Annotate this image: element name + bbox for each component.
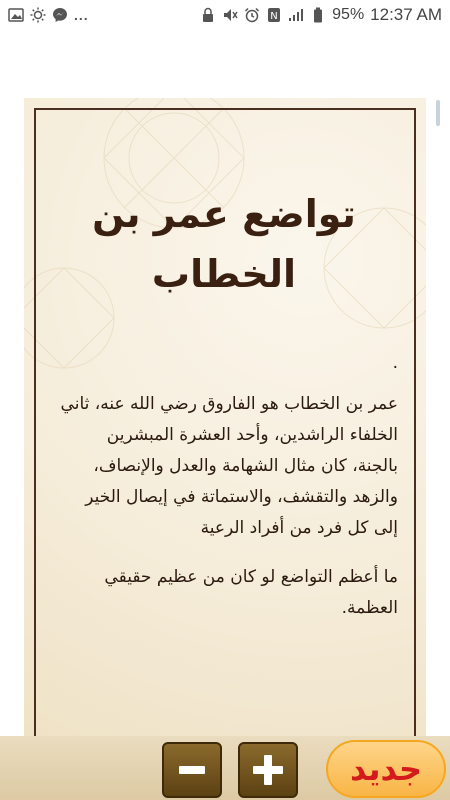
lead-dot: . bbox=[392, 353, 398, 373]
bottom-toolbar bbox=[0, 736, 450, 800]
status-bar bbox=[0, 0, 450, 30]
alarm-icon bbox=[244, 7, 260, 23]
clock: 12:37 AM bbox=[370, 5, 442, 24]
brightness-icon bbox=[30, 7, 46, 23]
article-title: تواضع عمر بن الخطاب bbox=[92, 192, 356, 296]
minus-icon bbox=[175, 753, 209, 787]
signal-icon bbox=[288, 7, 304, 23]
mute-icon bbox=[222, 7, 238, 23]
overflow-dots: ... bbox=[74, 7, 89, 23]
plus-icon bbox=[249, 751, 287, 789]
increase-font-button[interactable] bbox=[238, 742, 298, 798]
lock-icon bbox=[200, 7, 216, 23]
status-left bbox=[8, 7, 89, 23]
article-paragraph-1: عمر بن الخطاب هو الفاروق رضي الله عنه، ثاني الخلفاء الراشدين، وأحد العشرة المبشرين بالجنة، كان مثال الشهامة والعدل والإنصاف، والزهد والتقشف، والاستماتة في إيصال الخير إلى كل فرد من أفراد الرعية bbox=[60, 394, 398, 538]
battery-icon bbox=[310, 7, 326, 23]
gallery-icon bbox=[8, 7, 24, 23]
status-right bbox=[200, 5, 442, 25]
decrease-font-button[interactable] bbox=[162, 742, 222, 798]
article-paragraph-2: ما أعظم التواضع لو كان من عظيم حقيقي العظمة. bbox=[104, 567, 398, 618]
new-article-label: جديد bbox=[349, 750, 423, 788]
new-article-button[interactable] bbox=[326, 740, 446, 798]
scrollbar[interactable] bbox=[436, 100, 440, 126]
svg-text:N: N bbox=[270, 11, 278, 22]
messenger-icon bbox=[52, 7, 68, 23]
article-paper bbox=[24, 98, 426, 738]
nfc-icon bbox=[266, 7, 282, 23]
battery-percent: 95% bbox=[332, 6, 365, 23]
reading-area[interactable] bbox=[0, 30, 450, 736]
article-body bbox=[58, 348, 398, 642]
